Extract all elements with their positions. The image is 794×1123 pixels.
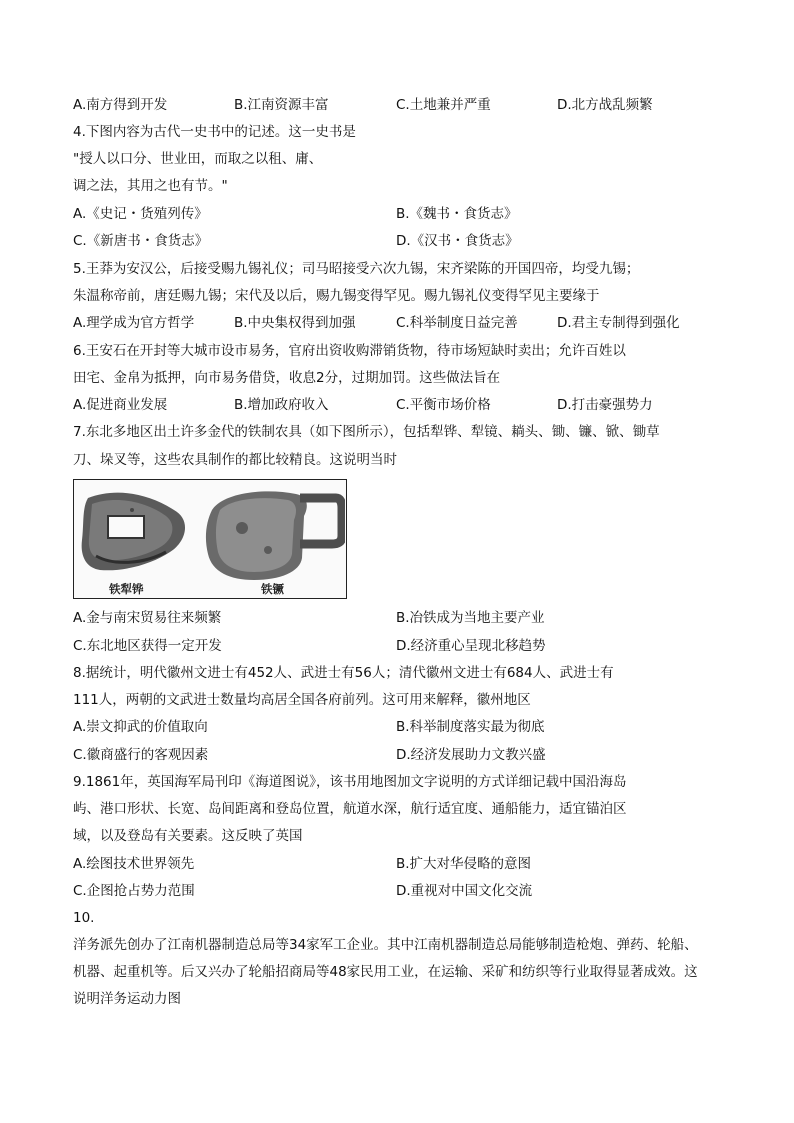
q4-option-c[interactable]: C.《新唐书・食货志》 — [73, 233, 209, 249]
q10-stem-line3: 说明洋务运动力图 — [73, 991, 181, 1007]
q9-option-c[interactable]: C.企图抢占势力范围 — [73, 883, 195, 899]
q10-number: 10. — [73, 910, 95, 926]
q7-stem-line2: 刀、垛叉等，这些农具制作的都比较精良。这说明当时 — [73, 452, 397, 468]
q6-stem-line2: 田宅、金帛为抵押，向市易务借贷，收息2分，过期加罚。这些做法旨在 — [73, 370, 501, 386]
q3-option-d[interactable]: D.北方战乱频繁 — [557, 97, 653, 113]
q9-stem-line2: 屿、港口形状、长宽、岛间距离和登岛位置，航道水深，航行适宜度、通船能力，适宜锚泊区 — [73, 801, 627, 817]
q3-option-c[interactable]: C.土地兼并严重 — [396, 97, 491, 113]
q4-stem: 4.下图内容为古代一史书中的记述。这一史书是 — [73, 124, 356, 140]
q8-option-a[interactable]: A.崇文抑武的价值取向 — [73, 719, 208, 735]
plowshare-caption: 铁犁铧 — [109, 582, 144, 596]
q4-option-b[interactable]: B.《魏书・食货志》 — [396, 206, 518, 222]
iron-tools-figure — [73, 479, 347, 599]
q5-stem-line1: 5.王莽为安汉公，后接受赐九锡礼仪；司马昭接受六次九锡，宋齐梁陈的开国四帝，均受九锡； — [73, 261, 640, 277]
q5-option-c[interactable]: C.科举制度日益完善 — [396, 315, 518, 331]
q8-option-d[interactable]: D.经济发展助力文教兴盛 — [396, 747, 546, 763]
q4-quote-line1: "授人以口分、世业田，而取之以租、庸、 — [73, 151, 323, 167]
q7-option-d[interactable]: D.经济重心呈现北移趋势 — [396, 638, 546, 654]
q6-stem-line1: 6.王安石在开封等大城市设市易务，官府出资收购滞销货物，待市场短缺时卖出；允许百姓以 — [73, 343, 626, 359]
q9-stem-line3: 域，以及登岛有关要素。这反映了英国 — [73, 828, 303, 844]
q10-stem-line2: 机器、起重机等。后又兴办了轮船招商局等48家民用工业，在运输、采矿和纺织等行业取得显著成效。这 — [73, 964, 698, 980]
iron-plowshare-image — [82, 493, 185, 571]
q7-option-a[interactable]: A.金与南宋贸易往来频繁 — [73, 610, 222, 626]
q9-option-a[interactable]: A.绘图技术世界领先 — [73, 856, 195, 872]
q4-option-d[interactable]: D.《汉书・食货志》 — [396, 233, 519, 249]
q5-stem-line2: 朱温称帝前，唐廷赐九锡；宋代及以后，赐九锡变得罕见。赐九锡礼仪变得罕见主要缘于 — [73, 288, 600, 304]
q9-option-d[interactable]: D.重视对中国文化交流 — [396, 883, 533, 899]
q6-option-b[interactable]: B.增加政府收入 — [234, 397, 329, 413]
q10-stem-line1: 洋务派先创办了江南机器制造总局等34家军工企业。其中江南机器制造总局能够制造枪炮、弹药、轮船、 — [73, 937, 698, 953]
q7-stem-line1: 7.东北多地区出土许多金代的铁制农具（如下图所示），包括犁铧、犁镜、耥头、锄、镰、锨、锄草 — [73, 424, 660, 440]
q5-option-a[interactable]: A.理学成为官方哲学 — [73, 315, 195, 331]
q7-option-b[interactable]: B.冶铁成为当地主要产业 — [396, 610, 545, 626]
q5-option-b[interactable]: B.中央集权得到加强 — [234, 315, 356, 331]
q8-stem-line1: 8.据统计，明代徽州文进士有452人、武进士有56人；清代徽州文进士有684人、武进士有 — [73, 665, 614, 681]
q3-option-b[interactable]: B.江南资源丰富 — [234, 97, 329, 113]
q7-option-c[interactable]: C.东北地区获得一定开发 — [73, 638, 222, 654]
q9-stem-line1: 9.1861年，英国海军局刊印《海道图说》，该书用地图加文字说明的方式详细记载中国沿海岛 — [73, 774, 627, 790]
hoe-caption: 铁镢 — [261, 582, 284, 596]
q8-stem-line2: 111人，两朝的文武进士数量均高居全国各府前列。这可用来解释，徽州地区 — [73, 692, 531, 708]
q4-quote-line2: 调之法，其用之也有节。" — [73, 178, 228, 194]
iron-tools-image — [74, 480, 345, 597]
q3-option-a[interactable]: A.南方得到开发 — [73, 97, 168, 113]
q6-option-a[interactable]: A.促进商业发展 — [73, 397, 168, 413]
q5-option-d[interactable]: D.君主专制得到强化 — [557, 315, 680, 331]
q9-option-b[interactable]: B.扩大对华侵略的意图 — [396, 856, 532, 872]
q8-option-c[interactable]: C.徽商盛行的客观因素 — [73, 747, 209, 763]
q6-option-d[interactable]: D.打击豪强势力 — [557, 397, 653, 413]
q4-option-a[interactable]: A.《史记・货殖列传》 — [73, 206, 208, 222]
q8-option-b[interactable]: B.科举制度落实最为彻底 — [396, 719, 545, 735]
iron-hoe-image — [206, 491, 342, 580]
q6-option-c[interactable]: C.平衡市场价格 — [396, 397, 491, 413]
